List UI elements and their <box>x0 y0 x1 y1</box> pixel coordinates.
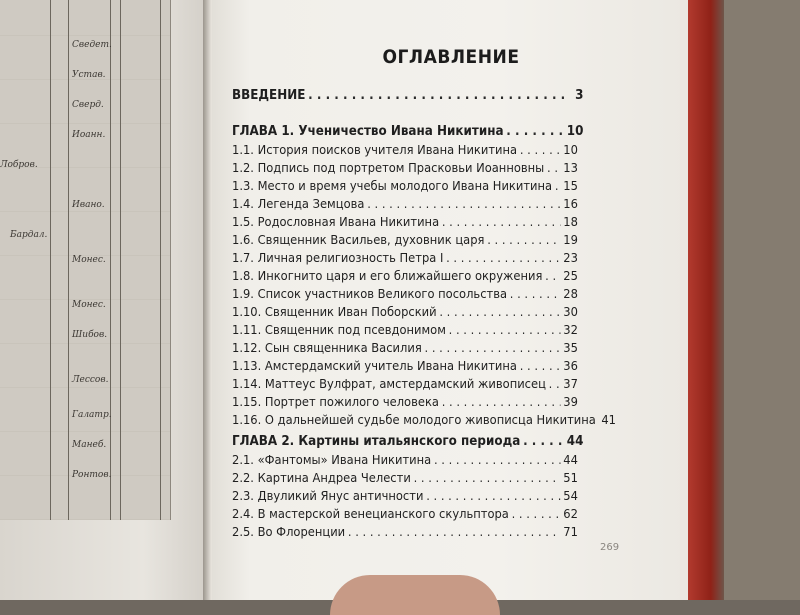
toc-entry-page: 15 <box>563 178 578 193</box>
toc-entry-page: 44 <box>563 452 578 467</box>
toc-entry-title: 1.7. Личная религиозность Петра I <box>232 250 444 265</box>
toc-entry-title: 2.5. Во Флоренции <box>232 524 346 539</box>
dot-leader <box>520 358 561 374</box>
page-number: 269 <box>600 542 620 553</box>
toc-entry-page: 19 <box>563 232 578 247</box>
toc-entry <box>232 196 578 212</box>
toc-entry <box>232 412 616 428</box>
toc-entry-page: 41 <box>601 412 616 427</box>
toc-entry-page: 13 <box>563 160 578 175</box>
toc-entry-title: ГЛАВА 1. Ученичество Ивана Никитина <box>232 124 504 139</box>
dot-leader <box>308 88 568 104</box>
dot-leader <box>414 470 561 486</box>
toc-entry <box>232 358 578 374</box>
toc-entry <box>232 124 583 140</box>
toc-entry-page: 54 <box>563 488 578 503</box>
toc-entry-title: 1.13. Амстердамский учитель Ивана Никитина <box>232 358 517 373</box>
toc-entry-title: ВВЕДЕНИЕ <box>232 88 306 103</box>
toc-entry <box>232 452 578 468</box>
dot-leader <box>449 322 561 338</box>
toc-entry <box>232 434 583 450</box>
toc-entry-page: 36 <box>563 358 578 373</box>
toc-title: ОГЛАВЛЕНИЕ <box>382 46 520 68</box>
toc-entry <box>232 214 578 230</box>
toc-entry-title: 1.10. Священник Иван Поборский <box>232 304 437 319</box>
toc-entry-title: 2.2. Картина Андреа Челести <box>232 470 411 485</box>
background <box>724 0 800 600</box>
dot-leader <box>512 506 561 522</box>
dot-leader <box>523 434 564 450</box>
toc-entry-title: 1.5. Родословная Ивана Никитина <box>232 214 440 229</box>
toc-entry-title: ГЛАВА 2. Картины итальянского периода <box>232 434 521 449</box>
dot-leader <box>510 286 561 302</box>
toc-entry-page: 10 <box>563 142 578 157</box>
dot-leader <box>439 304 560 320</box>
dot-leader <box>367 196 560 212</box>
toc-entry-title: 1.16. О дальнейшей судьбе молодого живописца Никитина <box>232 412 596 427</box>
toc-entry-page: 71 <box>563 524 578 539</box>
dot-leader <box>425 340 561 356</box>
toc-entry-page: 35 <box>563 340 578 355</box>
toc-entry-title: 1.12. Сын священника Василия <box>232 340 422 355</box>
toc-entry-page: 30 <box>563 304 578 319</box>
toc-entry <box>232 160 578 176</box>
toc-entry-title: 1.11. Священник под псевдонимом <box>232 322 446 337</box>
toc-entry <box>232 232 578 248</box>
toc-entry <box>232 340 578 356</box>
dot-leader <box>348 524 561 540</box>
toc-entry <box>232 488 578 504</box>
toc-entry <box>232 470 578 486</box>
left-page <box>0 0 205 600</box>
toc-entry <box>232 394 578 410</box>
dot-leader <box>549 376 561 392</box>
toc-entry <box>232 506 578 522</box>
toc-entry-title: 1.1. История поисков учителя Ивана Никитина <box>232 142 518 157</box>
dot-leader <box>555 178 561 194</box>
toc-entry <box>232 250 578 266</box>
toc-entry-title: 1.3. Место и время учебы молодого Ивана Никитина <box>232 178 553 193</box>
toc-entry-page: 37 <box>563 376 578 391</box>
toc-entry-page: 32 <box>563 322 578 337</box>
archival-document-image: Сведет. Устав. Сверд. Иоанн. Лобров. Ивано. Бардал. Монес. Монес. Шибов. Лессов. Галатр. Манеб. Ронтов. <box>0 0 171 520</box>
toc-entry-title: 1.6. Священник Васильев, духовник царя <box>232 232 485 247</box>
toc-entry-page: 10 <box>566 124 584 139</box>
toc-entry-page: 44 <box>566 434 584 449</box>
toc-entry-title: 1.8. Инкогнито царя и его ближайшего окружения <box>232 268 543 283</box>
dot-leader <box>545 268 560 284</box>
toc-entry-title: 1.4. Легенда Земцова <box>232 196 365 211</box>
dot-leader <box>547 160 560 176</box>
toc-entry-page: 18 <box>563 214 578 229</box>
dot-leader <box>426 488 560 504</box>
toc-entry-title: 2.4. В мастерской венецианского скульптора <box>232 506 509 521</box>
dot-leader <box>520 142 561 158</box>
toc-entry-page: 28 <box>563 286 578 301</box>
toc-entry <box>232 524 578 540</box>
toc-entry-page: 51 <box>563 470 578 485</box>
dot-leader <box>442 214 561 230</box>
toc-entry <box>232 304 578 320</box>
toc-entry-title: 2.1. «Фантомы» Ивана Никитина <box>232 452 432 467</box>
thumb <box>330 575 500 615</box>
toc-entry-title: 1.9. Список участников Великого посольства <box>232 286 508 301</box>
toc-entry-page: 3 <box>575 88 584 103</box>
toc-entry <box>232 88 583 104</box>
toc-entry <box>232 268 578 284</box>
toc-entry-page: 23 <box>563 250 578 265</box>
toc-entry-page: 62 <box>563 506 578 521</box>
toc-entry <box>232 142 578 158</box>
dot-leader <box>446 250 560 266</box>
dot-leader <box>487 232 560 248</box>
toc-entry-page: 16 <box>563 196 578 211</box>
dot-leader <box>434 452 561 468</box>
toc-entry <box>232 322 578 338</box>
dot-leader <box>506 124 564 140</box>
toc-entry-page: 25 <box>563 268 578 283</box>
toc-entry-title: 1.2. Подпись под портретом Прасковьи Иоанновны <box>232 160 545 175</box>
toc-entry <box>232 178 578 194</box>
toc-entry-page: 39 <box>563 394 578 409</box>
red-cover-edge <box>688 0 726 600</box>
toc-entry-title: 1.15. Портрет пожилого человека <box>232 394 439 409</box>
toc-entry-title: 1.14. Маттеус Вулфрат, амстердамский живописец <box>232 376 546 391</box>
dot-leader <box>442 394 561 410</box>
toc-entry-title: 2.3. Двуликий Янус античности <box>232 488 424 503</box>
toc-entry <box>232 286 578 302</box>
toc-entry <box>232 376 578 392</box>
